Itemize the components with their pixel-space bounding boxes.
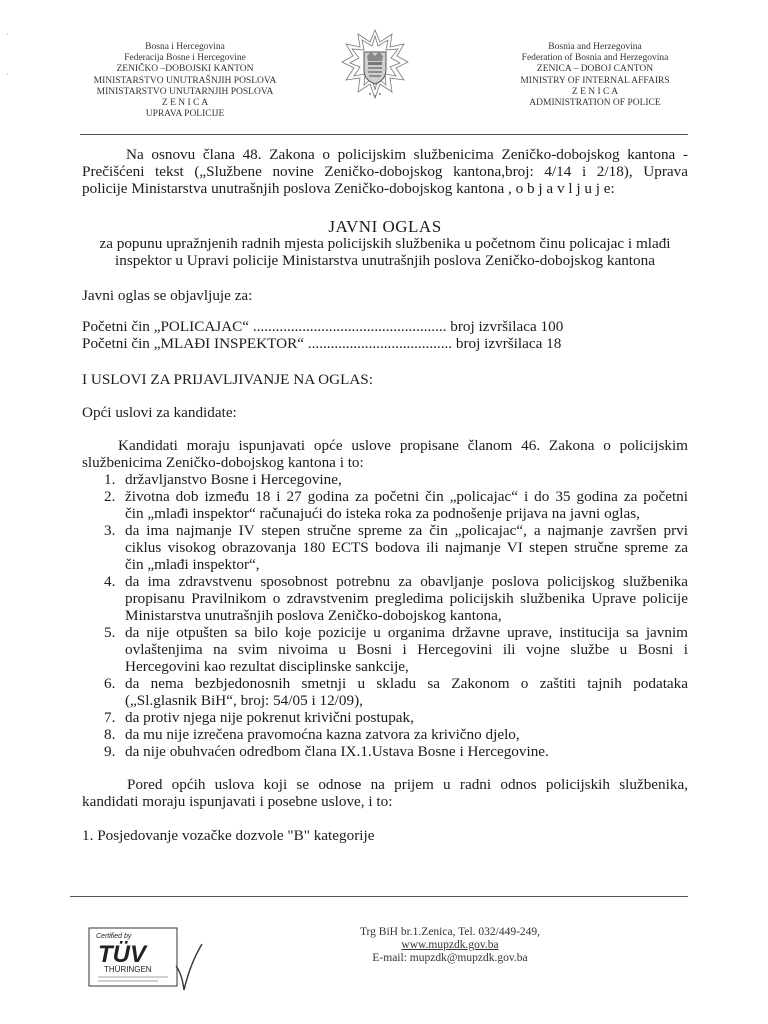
header-left-line: ZENIČKO –DOBOJSKI KANTON [116,64,254,75]
list-item-number: 9. [104,743,116,760]
list-item-line: čin „mlađi inspektor“, [125,556,260,573]
special-intro-line: kandidati moraju ispunjavati i posebne uslove, i to: [82,793,393,810]
list-item-line: da mu nije izrečena pravomoćna kazna zatvora za krivično djelo, [125,726,520,743]
footer-contact [330,926,570,966]
general-intro-line: Kandidati moraju ispunjavati opće uslove propisane članom 46. Zakona o policijskim [118,437,688,454]
list-item-line: da ima najmanje IV stepen stručne spreme za čin „policajac“, a najmanje završen prvi [125,522,688,539]
header-left-line: Federacija Bosne i Hercegovine [124,53,246,64]
subtitle-line: inspektor u Upravi policije Ministarstva unutrašnjih poslova Zeničko-dobojskog kantona [115,252,655,269]
list-item-line: ciklus visokog obrazovanja 180 ECTS bodova ili najmanje VI stepen stručne spreme za [125,539,688,556]
police-crest-icon [340,28,410,108]
header-left-block [70,42,300,120]
section-heading: I USLOVI ZA PRIJAVLJIVANJE NA OGLAS: [82,371,373,388]
list-item-line: čin „mlađi inspektor“ računajući do isteka roka za podnošenje prijava na javni oglas, [125,505,640,522]
list-item-line: da nije otpušten sa bilo koje pozicije u organima državne uprave, institucija sa javnim [125,624,688,641]
tuv-brand: TÜV [98,941,146,968]
checkmark-icon [176,944,202,990]
margin-mark: · [6,30,9,39]
header-right-line: Federation of Bosnia and Herzegovina [521,53,669,64]
header-right-line: ZENICA – DOBOJ CANTON [536,64,654,75]
special-condition-item: 1. Posjedovanje vozačke dozvole "B" kategorije [82,827,375,844]
intro-line: Prečišćeni tekst („Službene novine Zeničko-dobojskog kantona,broj: 4/14 i 2/18), Uprava [82,163,688,180]
header-left-line: UPRAVA POLICIJE [145,109,225,120]
list-item-number: 4. [104,573,116,590]
list-item-number: 8. [104,726,116,743]
list-item-line: da protiv njega nije pokrenut krivični postupak, [125,709,414,726]
cert-label: Certified by [96,933,132,940]
intro-line: Na osnovu člana 48. Zakona o policijskim službenicima Zeničko-dobojskog kantona - [126,146,688,163]
header-left-line: Bosna i Hercegovina [145,42,225,52]
header-left-line: Z E N I C A [161,98,209,109]
general-conditions-label: Opći uslovi za kandidate: [82,404,237,421]
list-item-line: Ministarstva unutrašnjih poslova Zeničko-dobojskog kantona, [125,607,502,624]
list-item-line: da ima zdravstvenu sposobnost potrebnu za obavljanje poslova policijskog službenika [125,573,688,590]
list-item-number: 5. [104,624,116,641]
list-item-line: ovlaštenjima na svim nivoima u Bosni i Hercegovini ili vojne službe u Bosni i [125,641,688,658]
list-item-line: životna dob između 18 i 27 godina za početni čin „policajac“ i do 35 godina za početni [125,488,688,505]
list-item-number: 3. [104,522,116,539]
intro-line: policije Ministarstva unutrašnjih poslova Zeničko-dobojskog kantona , o b j a v l j u j e: [82,180,615,197]
list-item-line: da nema bezbjedonosnih smetnji u skladu sa Zakonom o zaštiti tajnih podataka [125,675,688,692]
tuv-region: THÜRINGEN [104,965,152,974]
subtitle-line: za popunu upražnjenih radnih mjesta policijskih službenika u početnom činu policajac i mlađi [99,235,671,252]
list-item-number: 1. [104,471,116,488]
list-item-line: Hercegovini kao rezultat disciplinske sankcije, [125,658,409,675]
list-item-line: („Sl.glasnik BiH“, broj: 54/05 i 12/09), [125,692,363,709]
general-intro-line: službenicima Zeničko-dobojskog kantona i to: [82,454,364,471]
list-item-number: 2. [104,488,116,505]
footer-divider [70,896,688,897]
header-right-block [470,42,720,109]
list-item-number: 6. [104,675,116,692]
header-divider [80,134,688,135]
position-mladi-inspektor: Početni čin „MLAĐI INSPEKTOR“ ...................................... broj izvršilaca 18 [82,335,562,352]
list-item-number: 7. [104,709,116,726]
position-policajac: Početni čin „POLICAJAC“ ................................................... broj izvršilaca 100 [82,318,564,335]
list-item-line: da nije obuhvaćen odredbom člana IX.1.Ustava Bosne i Hercegovine. [125,743,549,760]
margin-mark: · [6,70,9,79]
header-right-line: ADMINISTRATION OF POLICE [529,98,661,109]
special-intro-line: Pored općih uslova koji se odnose na prijem u radni odnos policijskih službenika, [127,776,688,793]
page-title: JAVNI OGLAS [328,217,442,236]
header-right-line: Z E N I C A [571,86,619,97]
header-left-line: MINISTARSTVO UNUTARNJIH POSLOVA [96,86,274,97]
announce-label: Javni oglas se objavljuje za: [82,287,253,304]
tuv-certification-logo [88,924,203,996]
header-right-line: Bosnia and Herzegovina [548,42,642,52]
header-left-line: MINISTARSTVO UNUTRAŠNJIH POSLOVA [93,75,277,86]
footer-address: Trg BiH br.1.Zenica, Tel. 032/449-249, [359,926,541,938]
list-item-line: državljanstvo Bosne i Hercegovine, [125,471,342,488]
footer-email[interactable]: E-mail: mupzdk@mupzdk.gov.ba [372,952,528,965]
list-item-line: propisanu Pravilnikom o zdravstvenim pregledima policijskih službenika Uprave policije [125,590,688,607]
footer-website-link[interactable]: www.mupzdk.gov.ba [401,939,499,952]
header-right-line: MINISTRY OF INTERNAL AFFAIRS [520,75,670,86]
